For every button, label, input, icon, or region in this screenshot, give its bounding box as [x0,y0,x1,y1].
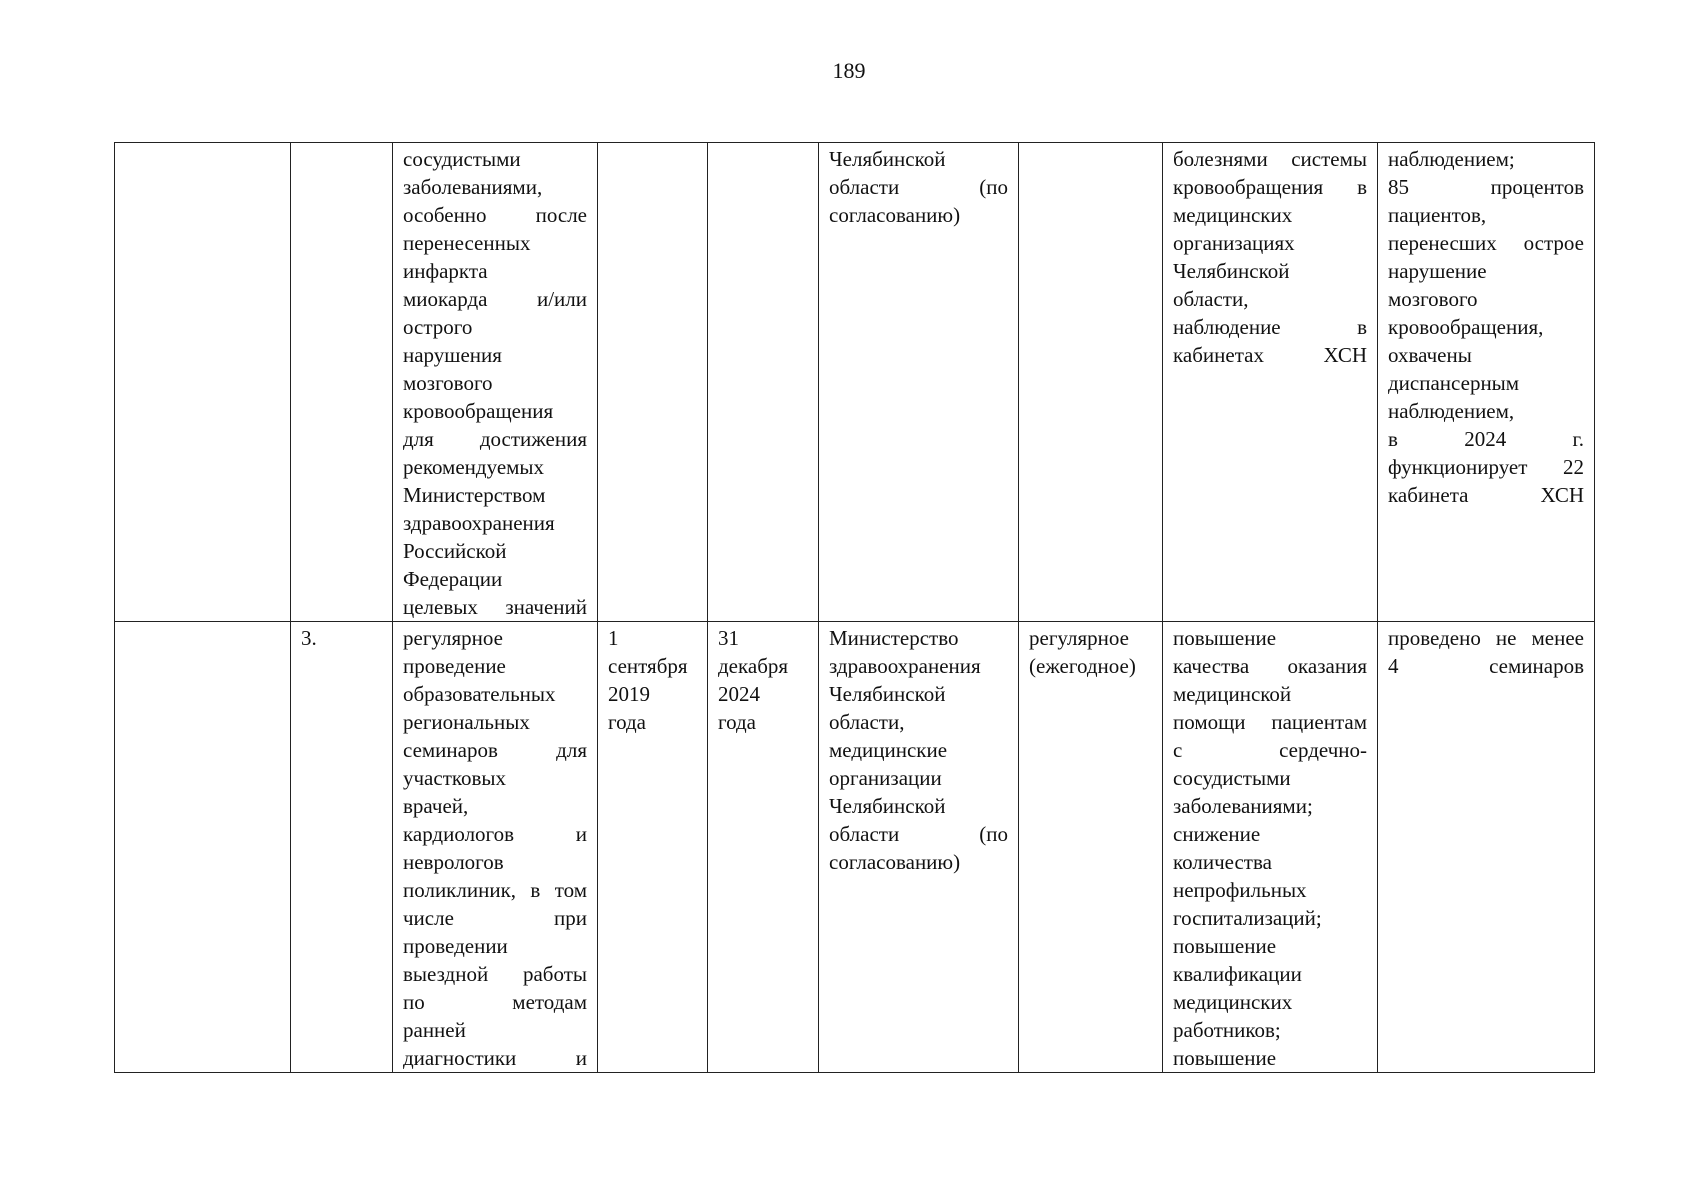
page-number: 189 [832,58,866,83]
table-cell-measure: сосудистыми заболеваниями, особенно после перенесенных инфаркта миокарда и/или острого нарушения мозгового кровообращения для достижения рекомендуемых Министерством здравоохранения Российской Федерации целевых значений [393,143,598,622]
table-cell-number: 3. [291,622,393,1073]
table-cell-start-date [598,143,708,622]
table-cell-expected-result: болезнями системы кровообращения в медицинских организациях Челябинской области, наблюдение в кабинетах ХСН [1163,143,1378,622]
measures-table [114,142,1595,1073]
table-cell-measure: регулярное проведение образовательных региональных семинаров для участковых врачей, кардиологов и неврологов поликлиник, в том числе при проведении выездной работы по методам ранней диагностики и [393,622,598,1073]
table-cell-end-date [708,143,819,622]
table-cell-number [291,143,393,622]
table-cell-indicator: наблюдением; 85 процентов пациентов, перенесших острое нарушение мозгового кровообращения, охвачены диспансерным наблюдением, в 2024 г. функционирует 22 кабинета ХСН [1378,143,1595,622]
table-cell-responsible: Министерство здравоохранения Челябинской области, медицинские организации Челябинской области (по согласованию) [819,622,1019,1073]
table-cell-frequency: регулярное (ежегодное) [1019,622,1163,1073]
table-cell-empty [115,143,291,622]
table-cell-indicator: проведено не менее 4 семинаров [1378,622,1595,1073]
table-row [115,622,1595,1073]
table-cell-start-date: 1 сентября 2019 года [598,622,708,1073]
table-row [115,143,1595,622]
table-cell-end-date: 31 декабря 2024 года [708,622,819,1073]
table-cell-empty [115,622,291,1073]
table-cell-expected-result: повышение качества оказания медицинской помощи пациентам с сердечно- сосудистыми заболеваниями; снижение количества непрофильных госпитализаций; повышение квалификации медицинских работников; повышение [1163,622,1378,1073]
table-cell-frequency [1019,143,1163,622]
table-cell-responsible: Челябинской области (по согласованию) [819,143,1019,622]
